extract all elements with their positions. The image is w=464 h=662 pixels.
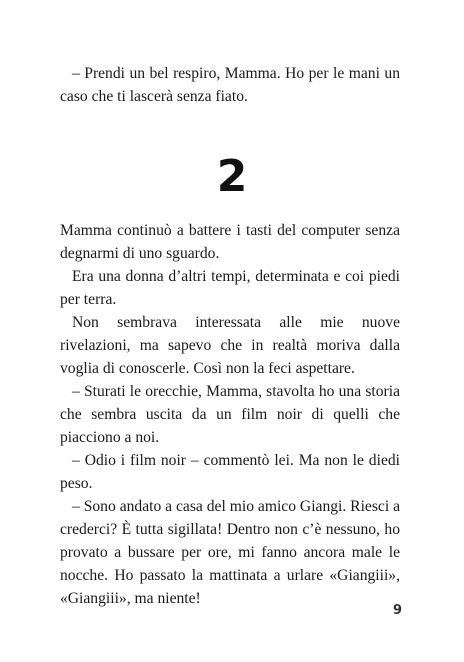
paragraph: – Sono andato a casa del mio amico Giangi. Riesci a crederci? È tutta sigillata! Dentro non c’è nessuno, ho provato a bussare per ore, mi fanno ancora male le nocche. Ho passato la mattinata a urlare «Giangiii», «Giangiii», ma niente! [60, 498, 400, 607]
chapter-body [60, 219, 400, 610]
top-paragraph-block [60, 62, 400, 108]
paragraph: Non sembrava interessata alle mie nuove rivelazioni, ma sapevo che in realtà moriva dalla voglia di conoscerle. Così non la feci aspettare. [60, 314, 400, 377]
page-number: 9 [392, 603, 402, 618]
chapter-number: 2 [216, 151, 248, 202]
paragraph: – Sturati le orecchie, Mamma, stavolta ho una storia che sembra uscita da un film noir di quelli che piacciono a noi. [60, 383, 400, 446]
paragraph: Era una donna d’altri tempi, determinata e coi piedi per terra. [60, 268, 400, 308]
paragraph: – Odio i film noir – commentò lei. Ma non le diedi peso. [60, 452, 400, 492]
paragraph: – Prendi un bel respiro, Mamma. Ho per le mani un caso che ti lascerà senza fiato. [60, 65, 400, 105]
paragraph: Mamma continuò a battere i tasti del computer senza degnarmi di uno sguardo. [60, 222, 400, 262]
